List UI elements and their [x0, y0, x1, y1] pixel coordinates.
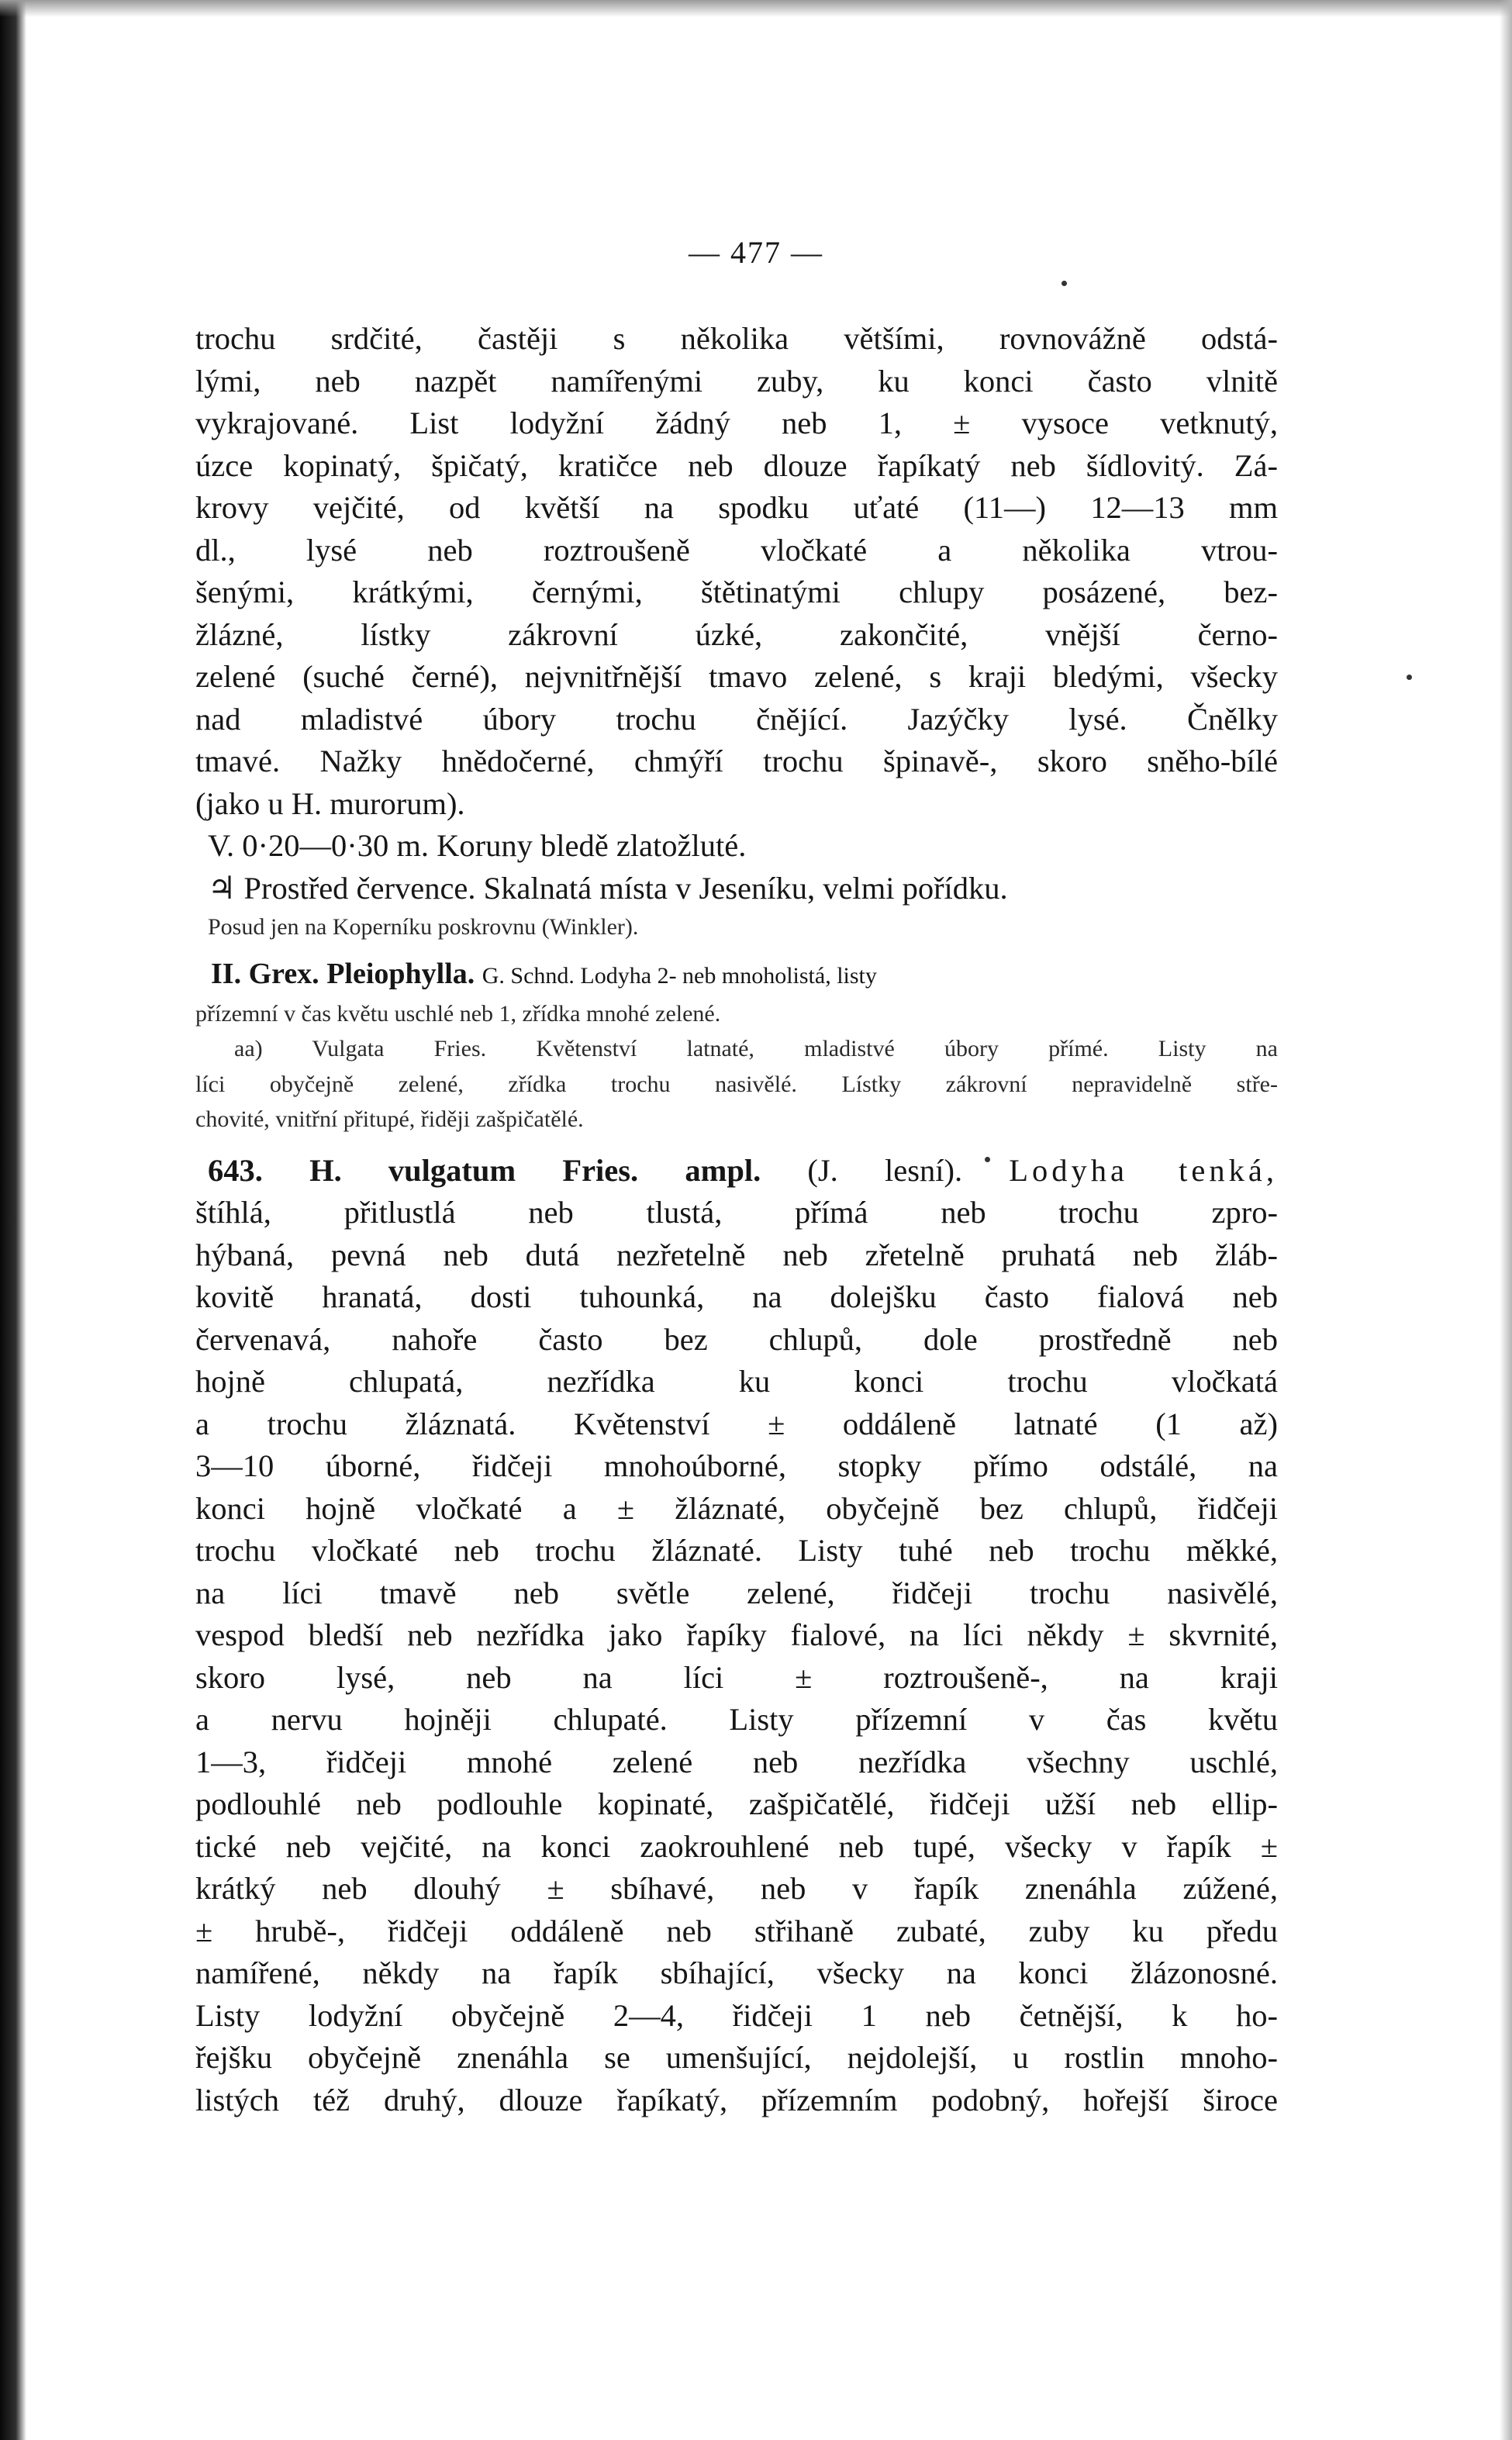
page-body — [195, 225, 1278, 2121]
text-line: lými, neb nazpět namířenými zuby, ku konci často vlnitě — [195, 363, 1278, 399]
text-line: a trochu žláznatá. Květenství ± oddáleně latnaté (1 až) — [195, 1406, 1278, 1441]
text-line: tmavé. Nažky hnědočerné, chmýří trochu špinavě-, skoro sněho-bílé — [195, 744, 1278, 778]
text-line: červenavá, nahoře často bez chlupů, dole prostředně neb — [195, 1321, 1278, 1357]
paragraph-2 — [195, 825, 1278, 909]
text-line: líci obyčejně zelené, zřídka trochu nasivělé. Lístky zákrovní nepravidelně stře- — [195, 1071, 1278, 1097]
text-line: přízemní v čas květu uschlé neb 1, zřídka mnohé zelené. — [195, 1000, 721, 1027]
species-name: H. vulgatum Fries. ampl. — [309, 1152, 761, 1188]
text-line: V. 0·20—0·30 m. Koruny bledě zlatožluté. — [208, 828, 747, 863]
text-line: namířené, někdy na řapík sbíhající, všecky na konci žlázonosné. — [195, 1955, 1278, 1990]
page-number: — 477 — — [689, 235, 823, 270]
text-line: kovitě hranatá, dosti tuhounká, na dolejšku často fialová neb — [195, 1279, 1278, 1314]
text-line: skoro lysé, neb na líci ± roztroušeně-, na kraji — [195, 1659, 1278, 1695]
section-grex: Grex. — [248, 957, 319, 990]
text-line: aa) Vulgata Fries. Květenství latnaté, mladistvé úbory přímé. Listy na — [234, 1036, 1278, 1061]
species-heading — [195, 1150, 1278, 1192]
text-line: krovy vejčité, od květší na spodku uťaté (11—) 12—13 mm — [195, 490, 1278, 525]
text-line: (jako u H. murorum). — [195, 785, 465, 821]
text-line: Listy lodyžní obyčejně 2—4, řidčeji 1 neb četnější, k ho- — [195, 1997, 1278, 2033]
text-line: šenými, krátkými, černými, štětinatými chlupy posázené, bez- — [195, 575, 1278, 609]
text-line: podlouhlé neb podlouhle kopinaté, zašpičatělé, řidčeji užší neb ellip- — [195, 1786, 1278, 1821]
text-line: krátký neb dlouhý ± sbíhavé, neb v řapík znenáhla zúžené, — [195, 1871, 1278, 1906]
text-line: ± hrubě-, řidčeji oddáleně neb střihaně zubaté, zuby ku předu — [195, 1913, 1278, 1948]
text-line: 1—3, řidčeji mnohé zelené neb nezřídka všechny uschlé, — [195, 1744, 1278, 1779]
section-heading — [195, 951, 1278, 996]
species-text: Lodyha tenká, — [1009, 1152, 1279, 1188]
scan-left-edge — [0, 0, 26, 2440]
text-line: hojně chlupatá, nezřídka ku konci trochu vločkatá — [195, 1364, 1278, 1399]
paragraph-1 — [195, 318, 1278, 825]
text-line: konci hojně vločkaté a ± žláznaté, obyčejně bez chlupů, řidčeji — [195, 1490, 1278, 1526]
text-line: vespod bledší neb nezřídka jako řapíky fialové, na líci někdy ± skvrnité, — [195, 1617, 1278, 1652]
text-line: listých též druhý, dlouze řapíkatý, přízemním podobný, hořejší široce — [195, 2082, 1278, 2117]
text-line: úzce kopinatý, špičatý, kratičce neb dlouze řapíkatý neb šídlovitý. Zá- — [195, 447, 1278, 483]
text-line: Posud jen na Koperníku poskrovnu (Winkler). — [208, 914, 639, 940]
species-643 — [195, 1150, 1278, 2122]
paragraph-3 — [195, 909, 1278, 945]
text-line: dl., lysé neb roztroušeně vločkaté a několika vtrou- — [195, 532, 1278, 568]
text-line: vykrajované. List lodyžní žádný neb 1, ± vysoce vetknutý, — [195, 406, 1278, 440]
species-common-name: (J. lesní). — [807, 1152, 963, 1188]
section-description: G. Schnd. Lodyha 2- neb mnoholistá, listy — [482, 962, 877, 989]
text-line: na líci tmavě neb světle zelené, řidčeji trochu nasivělé, — [195, 1575, 1278, 1610]
text-line: 3—10 úborné, řidčeji mnohoúborné, stopky přímo odstálé, na — [195, 1448, 1278, 1483]
text-line: nad mladistvé úbory trochu čnějící. Jazýčky lysé. Čnělky — [195, 701, 1278, 737]
subsection-aa — [195, 1031, 1278, 1137]
section-name: Pleiophylla. — [326, 957, 475, 990]
text-line: žlázné, lístky zákrovní úzké, zakončité, vnější černo- — [195, 616, 1278, 652]
text-line: tické neb vejčité, na konci zaokrouhlené neb tupé, všecky v řapík ± — [195, 1828, 1278, 1864]
text-line: trochu vločkaté neb trochu žláznaté. Listy tuhé neb trochu měkké, — [195, 1533, 1278, 1568]
text-line: řejšku obyčejně znenáhla se umenšující, nejdolejší, u rostlin mnoho- — [195, 2040, 1278, 2075]
section-2 — [195, 951, 1278, 1032]
section-number: II. — [211, 957, 242, 990]
text-line: trochu srdčité, častěji s několika většími, rovnovážně odstá- — [195, 321, 1278, 356]
scan-right-edge — [1500, 0, 1512, 2440]
text-line: ♃ Prostřed července. Skalnatá místa v Jeseníku, velmi pořídku. — [208, 870, 1008, 906]
species-number: 643. — [208, 1152, 263, 1188]
text-line: zelené (suché černé), nejvnitřnější tmavo zelené, s kraji bledými, všecky — [195, 659, 1278, 694]
text-line: chovité, vnitřní přitupé, řiději zašpičatělé. — [195, 1106, 584, 1132]
speck-mark — [1407, 675, 1412, 680]
text-line: štíhlá, přitlustlá neb tlustá, přímá neb trochu zpro- — [195, 1195, 1278, 1230]
text-line: a nervu hojněji chlupaté. Listy přízemní v čas květu — [195, 1702, 1278, 1737]
text-line: hýbaná, pevná neb dutá nezřetelně neb zřetelně pruhatá neb žláb- — [195, 1237, 1278, 1272]
scan-top-edge — [0, 0, 1512, 17]
